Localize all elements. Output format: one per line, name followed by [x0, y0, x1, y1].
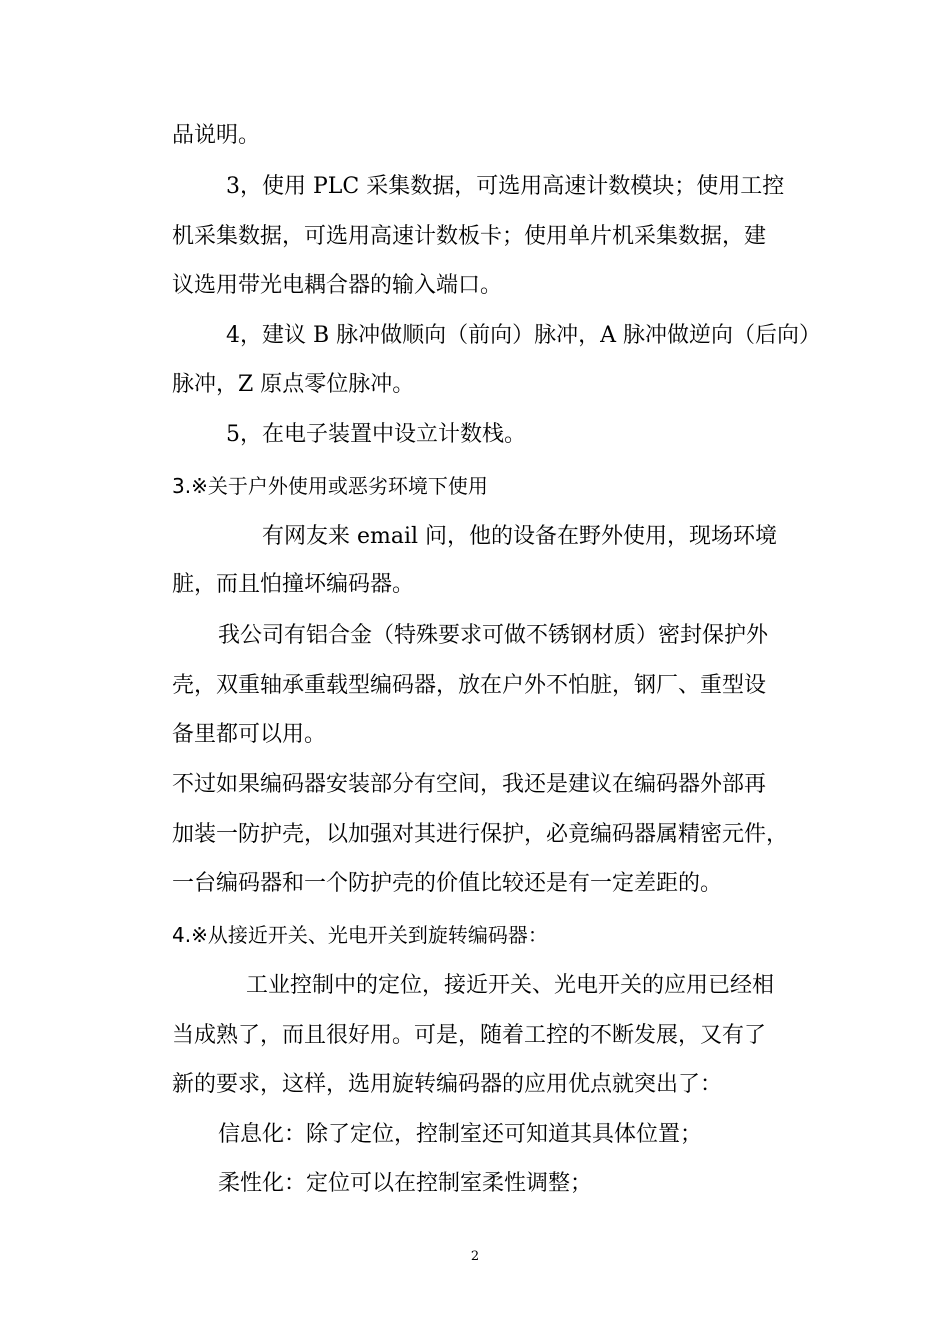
text-line: 信息化：除了定位，控制室还可知道其具体位置； — [218, 1122, 703, 1147]
text-line: 当成熟了，而且很好用。可是，随着工控的不断发展，又有了 — [172, 1023, 767, 1048]
text-line: 4，建议 B 脉冲做顺向（前向）脉冲，A 脉冲做逆向（后向） — [226, 323, 822, 348]
text-line: 有网友来 email 问，他的设备在野外使用，现场环境 — [262, 524, 778, 549]
text-line: 加装一防护壳，以加强对其进行保护，必竟编码器属精密元件， — [172, 822, 789, 847]
text-line: 壳，双重轴承重载型编码器，放在户外不怕脏，钢厂、重型设 — [172, 673, 767, 698]
section-heading: 4.※从接近开关、光电开关到旋转编码器： — [172, 923, 548, 947]
text-line: 议选用带光电耦合器的输入端口。 — [172, 273, 503, 298]
text-line: 品说明。 — [172, 123, 261, 148]
text-line: 不过如果编码器安装部分有空间，我还是建议在编码器外部再 — [172, 772, 767, 797]
text-line: 新的要求，这样，选用旋转编码器的应用优点就突出了： — [172, 1072, 723, 1097]
text-line: 工业控制中的定位，接近开关、光电开关的应用已经相 — [246, 973, 775, 998]
section-heading: 3.※关于户外使用或恶劣环境下使用 — [172, 474, 488, 498]
text-line: 5，在电子装置中设立计数栈。 — [226, 422, 526, 447]
text-line: 机采集数据，可选用高速计数板卡；使用单片机采集数据，建 — [172, 224, 767, 249]
text-line: 3，使用 PLC 采集数据，可选用高速计数模块；使用工控 — [226, 174, 785, 199]
text-line: 我公司有铝合金（特殊要求可做不锈钢材质）密封保护外 — [218, 623, 769, 648]
text-line: 脏，而且怕撞坏编码器。 — [172, 572, 415, 597]
text-line: 一台编码器和一个防护壳的价值比较还是有一定差距的。 — [172, 871, 723, 896]
text-line: 脉冲，Z 原点零位脉冲。 — [172, 372, 415, 397]
page-number: 2 — [470, 1249, 480, 1264]
text-line: 备里都可以用。 — [172, 722, 327, 747]
text-line: 柔性化：定位可以在控制室柔性调整； — [218, 1171, 593, 1196]
